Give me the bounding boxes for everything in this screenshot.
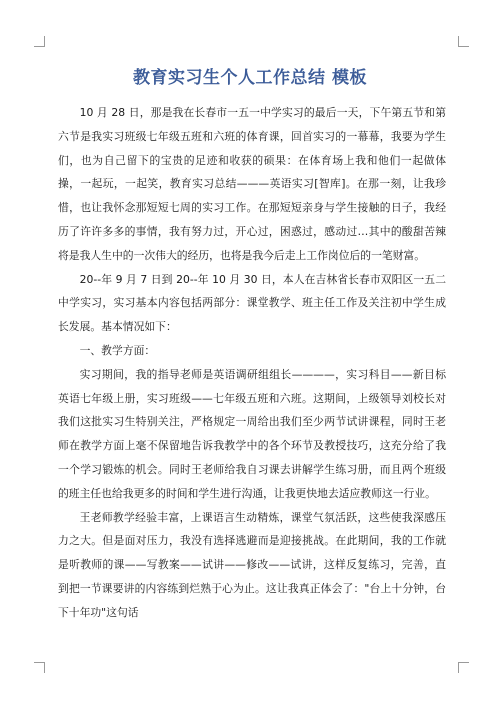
crop-mark-top-left	[34, 36, 45, 47]
paragraph-teaching-details: 实习期间，我的指导老师是英语调研组组长————，实习科目——新目标英语七年级上册，实习班级——七年级五班和六班。这期间，上级领导刘校长对我们这批实习生特别关注，严格规定一周给出我们至少两节试讲课程，同时王老师在教学方面上毫不保留地告诉我教学中的各个环节及教授技巧，这充分给了我一个学习锻炼的机会。同时王老师给我自习课去讲解学生练习册，而且两个班级的班主任也给我更多的时间和学生进行沟通，让我更快地去适应教师这一行业。	[58, 367, 446, 500]
section-heading-teaching: 一、教学方面：	[79, 343, 156, 357]
paragraph-intro: 10 月 28 日，那是我在长春市一五一中学实习的最后一天，下午第五节和第六节是我实习班级七年级五班和六班的体育课，回首实习的一幕幕，我要为学生们，也为自己留下的宝贵的足迹和收获的硕果：在体育场上我和他们一起做体操，一起玩，一起笑，教育实习总结———英语实习[智库]。在那一刻，让我珍惜，也让我怀念那短短七周的实习工作。在那短短亲身与学生接触的日子，我经历了许许多多的事情，我有努力过，开心过，困惑过，感动过…其中的酸甜苦辣将是我人生中的一次伟大的经历，也将是我今后走上工作岗位后的一笔财富。	[58, 106, 446, 262]
document-body	[58, 101, 446, 625]
crop-mark-bottom-right	[458, 662, 469, 673]
crop-mark-bottom-left	[34, 662, 45, 673]
document-title: 教育实习生个人工作总结 模板	[133, 68, 367, 88]
paragraph-overview: 20--年 9 月 7 日到 20--年 10 月 30 日，本人在吉林省长春市双阳区一五二中学实习，实习基本内容包括两部分：课堂教学、班主任工作及关注初中学生成长发展。基本情况如下：	[58, 272, 446, 334]
crop-mark-top-right	[458, 36, 469, 47]
paragraph-teaching-pressure: 王老师教学经验丰富，上课语言生动精炼，课堂气氛活跃，这些使我深感压力之大。但是面对压力，我没有选择逃避而是迎接挑战。在此期间，我的工作就是听教师的课——写教案——试讲——修改——试讲，这样反复练习，完善，直到把一节课要讲的内容练到烂熟于心为止。这让我真正体会了："台上十分钟，台下十年功"这句话	[58, 510, 446, 619]
